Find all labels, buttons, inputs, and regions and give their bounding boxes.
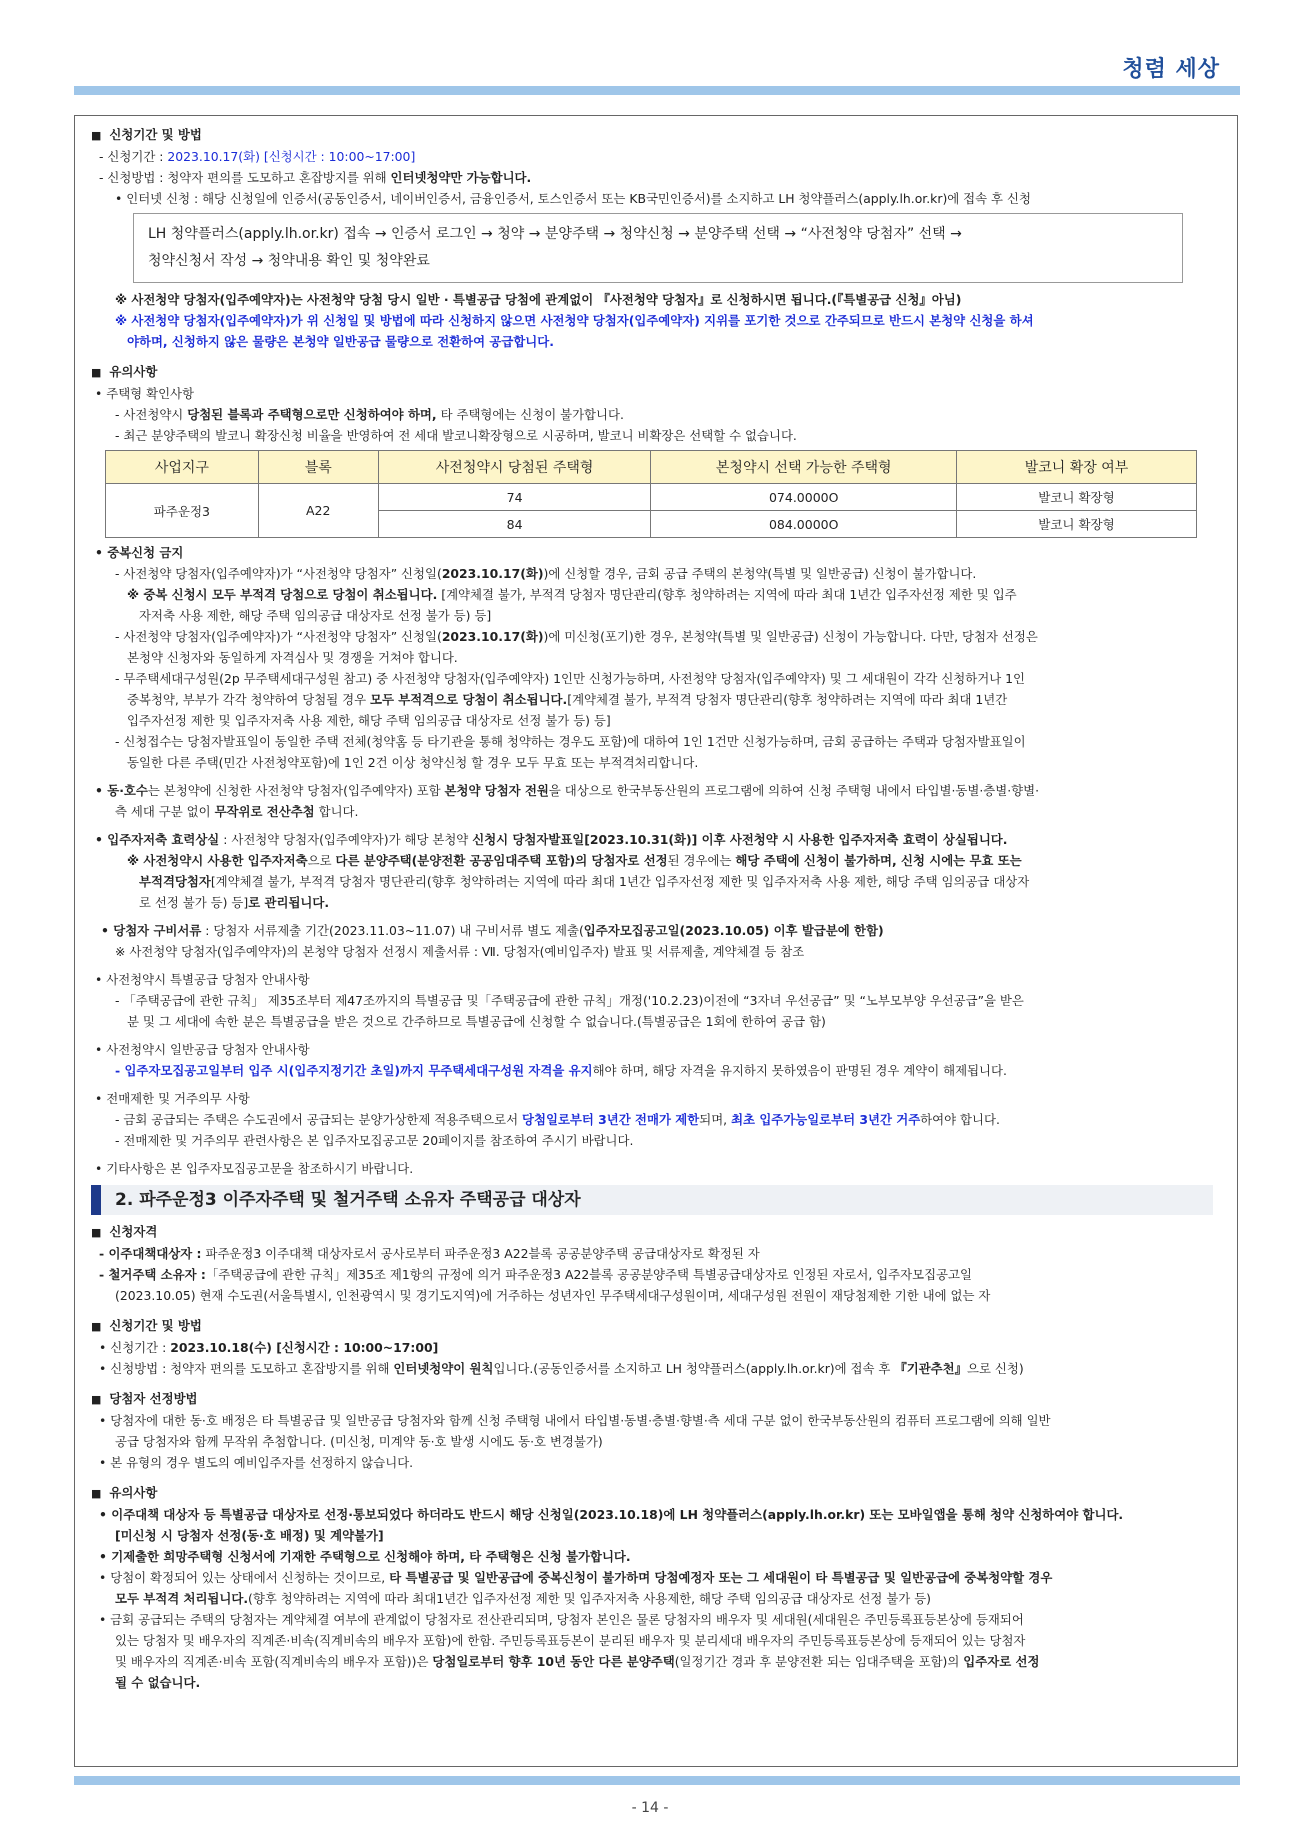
top-bar bbox=[74, 86, 1240, 95]
table-row bbox=[106, 484, 1197, 511]
line: 분 및 그 세대에 속한 분은 특별공급을 받은 것으로 간주하므로 특별공급에 신청할 수 없습니다.(특별공급은 1회에 한하여 공급 함) bbox=[127, 1014, 826, 1029]
heading-apply-period: ■ 신청기간 및 방법 bbox=[91, 124, 1213, 146]
note: ※ 사전청약 당첨자(입주예약자)는 사전청약 당첨 당시 일반 · 특별공급 당첨에 관계없이 『사전청약 당첨자』로 신청하시면 됩니다.(『특별공급 신청』아님) bbox=[115, 292, 962, 307]
line: • 기제출한 희망주택형 신청서에 기재한 주택형으로 신청해야 하며, 타 주택형은 신청 불가합니다. bbox=[99, 1549, 631, 1564]
line: • 당첨자 구비서류 : 당첨자 서류제출 기간(2023.11.03~11.07) 내 구비서류 별도 제출(입주자모집공고일(2023.10.05) 이후 발급분에 한함) bbox=[101, 923, 884, 938]
table-cell: 파주운정3 bbox=[106, 484, 259, 538]
line: (2023.10.05) 현재 수도권(서울특별시, 인천광역시 및 경기도지역)에 거주하는 성년자인 무주택세대구성원이며, 세대구성원 전원이 재당첨제한 기한 내에 없는 자 bbox=[115, 1288, 991, 1303]
line: 및 배우자의 직계존·비속 포함(직계비속의 배우자 포함))은 당첨일로부터 향후 10년 동안 다른 분양주택(일정기간 경과 후 분양전환 되는 임대주택을 포함)의 입주자로 선정 bbox=[115, 1654, 1040, 1669]
table-header: 발코니 확장 여부 bbox=[956, 451, 1196, 484]
table-header: 본청약시 선택 가능한 주택형 bbox=[651, 451, 956, 484]
line: 로 선정 불가 등) 등]로 관리됩니다. bbox=[139, 895, 330, 910]
line: 있는 당첨자 및 배우자의 직계존·비속(직계비속의 배우자 포함)에 한함. 주민등록표등본이 분리된 배우자 및 분리세대 배우자의 주민등록표등본상에 등재되어 있는 당첨자 bbox=[115, 1633, 1026, 1648]
line: • 당첨자에 대한 동·호 배정은 타 특별공급 및 일반공급 당첨자와 함께 신청 주택형 내에서 타입별·동별·층별·향별·측 세대 구분 없이 한국부동산원의 컴퓨터 프로그램에 의해 일반 bbox=[99, 1413, 1051, 1428]
page-number: - 14 - bbox=[631, 1800, 669, 1816]
line: 입주자선정 제한 및 입주자저축 사용 제한, 해당 주택 임의공급 대상자로 선정 불가 등) 등] bbox=[127, 713, 611, 728]
note: ※ 사전청약 당첨자(입주예약자)가 위 신청일 및 방법에 따라 신청하지 않으면 사전청약 당첨자(입주예약자) 지위를 포기한 것으로 간주되므로 반드시 본청약 신청을 하셔 bbox=[115, 313, 1034, 328]
heading-apply-period-2: ■ 신청기간 및 방법 bbox=[91, 1315, 1213, 1337]
table-header: 블록 bbox=[258, 451, 378, 484]
content-frame bbox=[74, 115, 1238, 1767]
line: • 전매제한 및 거주의무 사항 bbox=[95, 1091, 250, 1106]
line: ※ 중복 신청시 모두 부적격 당첨으로 당첨이 취소됩니다. [계약체결 불가, 부적격 당첨자 명단관리(향후 청약하려는 지역에 따라 최대 1년간 입주자선정 제한 및 입주 bbox=[127, 587, 1017, 602]
line: • 이주대책 대상자 등 특별공급 대상자로 선정·통보되었다 하더라도 반드시 해당 신청일(2023.10.18)에 LH 청약플러스(apply.lh.or.kr) 또는 모바일앱을 통해 청약 신청하여야 합니다. bbox=[99, 1507, 1124, 1522]
section-title: 2. 파주운정3 이주자주택 및 철거주택 소유자 주택공급 대상자 bbox=[91, 1185, 1213, 1215]
line: 중복청약, 부부가 각각 청약하여 당첨될 경우 모두 부적격으로 당첨이 취소됩니다.[계약체결 불가, 부적격 당첨자 명단관리(향후 청약하려는 지역에 따라 최대 1년간 bbox=[127, 692, 1008, 707]
line: • 중복신청 금지 bbox=[95, 545, 184, 560]
line: • 입주자저축 효력상실 : 사전청약 당첨자(입주예약자)가 해당 본청약 신청시 당첨자발표일[2023.10.31(화)] 이후 사전청약 시 사용한 입주자저축 효력이 상실됩니다. bbox=[95, 832, 1008, 847]
line: 동일한 다른 주택(민간 사전청약포함)에 1인 2건 이상 청약신청 할 경우 모두 무효 또는 부적격처리합니다. bbox=[127, 755, 699, 770]
line: • 인터넷 신청 : 해당 신청일에 인증서(공동인증서, 네이버인증서, 금융인증서, 토스인증서 또는 KB국민인증서)를 소지하고 LH 청약플러스(apply.lh.or.kr)에 접속 후 신청 bbox=[115, 191, 1031, 206]
line: - 신청접수는 당첨자발표일이 동일한 주택 전체(청약홈 등 타기관을 통해 청약하는 경우도 포함)에 대하여 1인 1건만 신청가능하며, 금회 공급하는 주택과 당첨자발표일이 bbox=[115, 734, 1026, 749]
line: 본청약 신청자와 동일하게 자격심사 및 경쟁을 거쳐야 합니다. bbox=[127, 650, 458, 665]
line: [미신청 시 당첨자 선정(동·호 배정) 및 계약불가] bbox=[115, 1528, 384, 1543]
table-header: 사전청약시 당첨된 주택형 bbox=[378, 451, 651, 484]
heading-selection: ■ 당첨자 선정방법 bbox=[91, 1388, 1213, 1410]
line: 모두 부적격 처리됩니다.(향후 청약하려는 지역에 따라 최대1년간 입주자선정 제한 및 입주자저축 사용제한, 해당 주택 임의공급 대상자로 선정 불가 등) bbox=[115, 1591, 932, 1606]
table-cell: 발코니 확장형 bbox=[956, 484, 1196, 511]
line: - 무주택세대구성원(2p 무주택세대구성원 참고) 중 사전청약 당첨자(입주예약자) 1인만 신청가능하며, 사전청약 당첨자(입주예약자) 및 그 세대원이 각각 신청하거나 1인 bbox=[115, 671, 1025, 686]
note: 야하며, 신청하지 않은 물량은 본청약 일반공급 물량으로 전환하여 공급합니다. bbox=[127, 334, 554, 349]
table-cell: 74 bbox=[378, 484, 651, 511]
line: • 신청방법 : 청약자 편의를 도모하고 혼잡방지를 위해 인터넷청약이 원칙입니다.(공동인증서를 소지하고 LH 청약플러스(apply.lh.or.kr)에 접속 후 『기관추천』으로 신청) bbox=[99, 1361, 1024, 1376]
line: 부적격당첨자[계약체결 불가, 부적격 당첨자 명단관리(향후 청약하려는 지역에 따라 최대 1년간 입주자선정 제한 및 입주자저축 사용 제한, 해당 주택 임의공급 대상자 bbox=[139, 874, 1030, 889]
line: - 이주대책대상자 : 파주운정3 이주대책 대상자로서 공사로부터 파주운정3 A22블록 공공분양주택 공급대상자로 확정된 자 bbox=[99, 1246, 760, 1261]
table-cell: 074.0000O bbox=[651, 484, 956, 511]
line: ※ 사전청약 당첨자(입주예약자)의 본청약 당첨자 선정시 제출서류 : Ⅶ. 당첨자(예비입주자) 발표 및 서류제출, 계약체결 등 참조 bbox=[115, 944, 805, 959]
line: - 신청방법 : 청약자 편의를 도모하고 혼잡방지를 위해 인터넷청약만 가능합니다. bbox=[99, 170, 532, 185]
line: • 기타사항은 본 입주자모집공고문을 참조하시기 바랍니다. bbox=[95, 1161, 414, 1176]
unit-type-table bbox=[105, 450, 1197, 538]
line: • 주택형 확인사항 bbox=[95, 386, 194, 401]
line: - 금회 공급되는 주택은 수도권에서 공급되는 분양가상한제 적용주택으로서 당첨일로부터 3년간 전매가 제한되며, 최초 입주가능일로부터 3년간 거주하여야 합니다. bbox=[115, 1112, 1000, 1127]
bottom-bar bbox=[74, 1776, 1240, 1785]
table-cell: A22 bbox=[258, 484, 378, 538]
line: • 신청기간 : 2023.10.18(수) [신청시간 : 10:00~17:00] bbox=[99, 1340, 439, 1355]
heading-notes: ■ 유의사항 bbox=[91, 361, 1213, 383]
line: 자저축 사용 제한, 해당 주택 임의공급 대상자로 선정 불가 등) 등] bbox=[139, 608, 492, 623]
line: • 본 유형의 경우 별도의 예비입주자를 선정하지 않습니다. bbox=[99, 1455, 414, 1470]
line: - 사전청약시 당첨된 블록과 주택형으로만 신청하여야 하며, 타 주택형에는 신청이 불가합니다. bbox=[115, 407, 624, 422]
line: • 사전청약시 일반공급 당첨자 안내사항 bbox=[95, 1042, 310, 1057]
line: 될 수 없습니다. bbox=[115, 1675, 201, 1690]
line: • 사전청약시 특별공급 당첨자 안내사항 bbox=[95, 972, 310, 987]
line: - 입주자모집공고일부터 입주 시(입주지정기간 초일)까지 무주택세대구성원 자격을 유지해야 하며, 해당 자격을 유지하지 못하였음이 판명된 경우 계약이 해제됩니다. bbox=[115, 1063, 1007, 1078]
line: - 「주택공급에 관한 규칙」 제35조부터 제47조까지의 특별공급 및「주택공급에 관한 규칙」개정('10.2.23)이전에 “3자녀 우선공급” 및 “노부모부양 우선공급”을 받은 bbox=[115, 993, 1024, 1008]
procedure-box: LH 청약플러스(apply.lh.or.kr) 접속 → 인증서 로그인 → 청약 → 분양주택 → 청약신청 → 분양주택 선택 → “사전청약 당첨자” 선택 → 청약신청서 작성 → 청약내용 확인 및 청약완료 bbox=[133, 213, 1183, 283]
heading-notes-2: ■ 유의사항 bbox=[91, 1482, 1213, 1504]
heading-eligibility: ■ 신청자격 bbox=[91, 1221, 1213, 1243]
line: - 사전청약 당첨자(입주예약자)가 “사전청약 당첨자” 신청일(2023.10.17(화))에 미신청(포기)한 경우, 본청약(특별 및 일반공급) 신청이 가능합니다. 다만, 당첨자 선정은 bbox=[115, 629, 1038, 644]
line: - 최근 분양주택의 발코니 확장신청 비율을 반영하여 전 세대 발코니확장형으로 시공하며, 발코니 비확장은 선택할 수 없습니다. bbox=[115, 428, 797, 443]
logo bbox=[1122, 52, 1220, 83]
line: ※ 사전청약시 사용한 입주자저축으로 다른 분양주택(분양전환 공공임대주택 포함)의 당첨자로 선정된 경우에는 해당 주택에 신청이 불가하며, 신청 시에는 무효 또는 bbox=[127, 853, 1022, 868]
line: 공급 당첨자와 함께 무작위 추첨합니다. (미신청, 미계약 동·호 발생 시에도 동·호 변경불가) bbox=[115, 1434, 603, 1449]
table-cell: 84 bbox=[378, 511, 651, 538]
line: • 당첨이 확정되어 있는 상태에서 신청하는 것이므로, 타 특별공급 및 일반공급에 중복신청이 불가하며 당첨예정자 또는 그 세대원이 타 특별공급 및 일반공급에 중복청약할 경우 bbox=[99, 1570, 1053, 1585]
line: - 전매제한 및 거주의무 관련사항은 본 입주자모집공고문 20페이지를 참조하여 주시기 바랍니다. bbox=[115, 1133, 634, 1148]
line: - 철거주택 소유자 :「주택공급에 관한 규칙」제35조 제1항의 규정에 의거 파주운정3 A22블록 공공분양주택 특별공급대상자로 인정된 자로서, 입주자모집공고일 bbox=[99, 1267, 972, 1282]
line: • 동·호수는 본청약에 신청한 사전청약 당첨자(입주예약자) 포함 본청약 당첨자 전원을 대상으로 한국부동산원의 프로그램에 의하여 신청 주택형 내에서 타입별·동별·층별·향별· bbox=[95, 783, 1040, 798]
line: 측 세대 구분 없이 무작위로 전산추첨 합니다. bbox=[115, 804, 359, 819]
line: • 금회 공급되는 주택의 당첨자는 계약체결 여부에 관계없이 당첨자로 전산관리되며, 당첨자 본인은 물론 당첨자의 배우자 및 세대원(세대원은 주민등록표등본상에 등재되어 bbox=[99, 1612, 1024, 1627]
logo-text: 청렴 세상 bbox=[1122, 57, 1220, 82]
table-cell: 084.0000O bbox=[651, 511, 956, 538]
table-cell: 발코니 확장형 bbox=[956, 511, 1196, 538]
table-header: 사업지구 bbox=[106, 451, 259, 484]
line: - 사전청약 당첨자(입주예약자)가 “사전청약 당첨자” 신청일(2023.10.17(화))에 신청할 경우, 금회 공급 주택의 본청약(특별 및 일반공급) 신청이 불가합니다. bbox=[115, 566, 977, 581]
line: - 신청기간 : 2023.10.17(화) [신청시간 : 10:00~17:00] bbox=[99, 149, 416, 164]
